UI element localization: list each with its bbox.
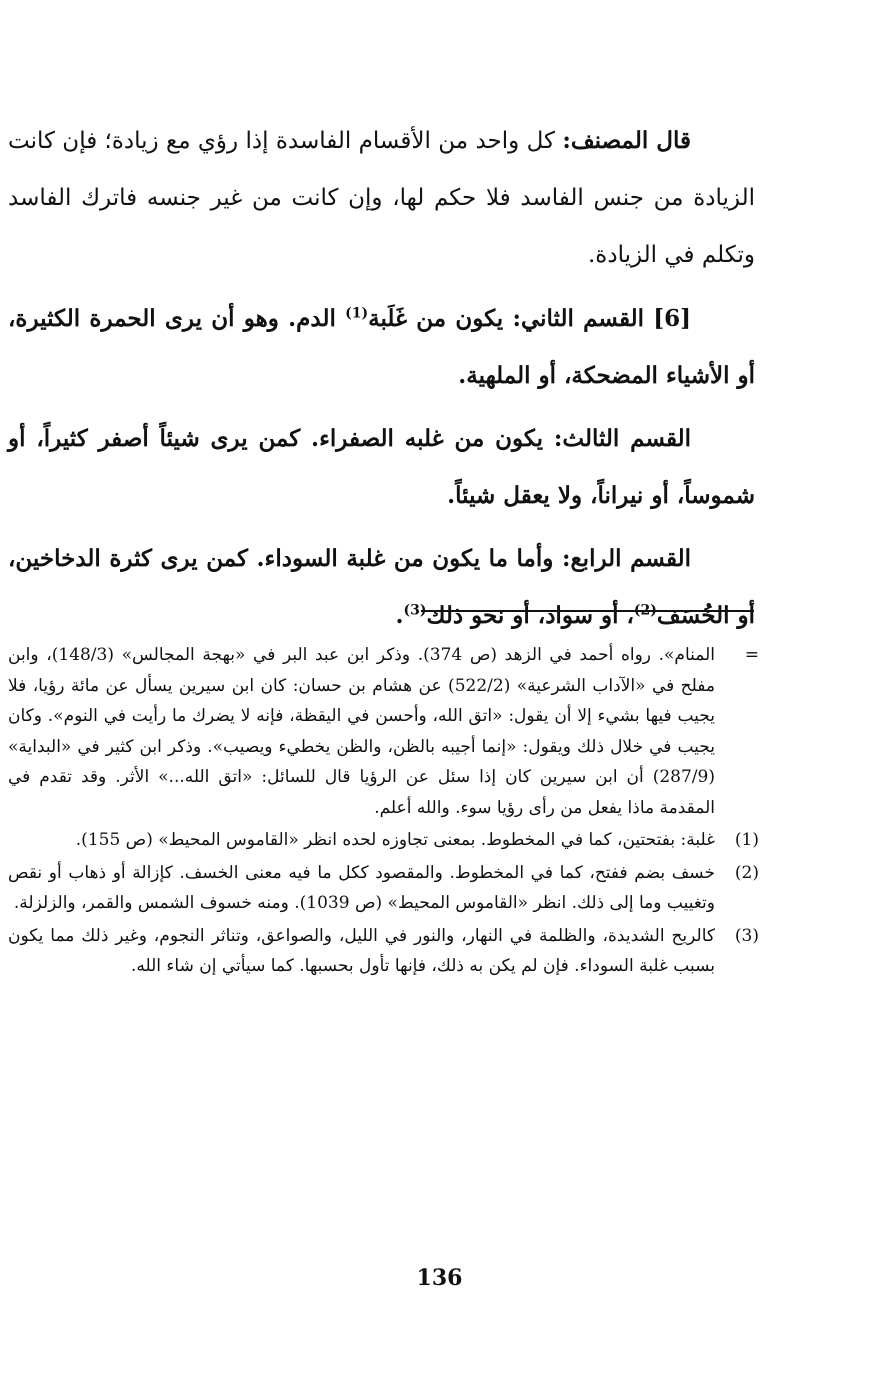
footnotes	[8, 640, 759, 984]
footnote-1	[8, 825, 759, 856]
footnote-ref-3[interactable]: (3)	[403, 602, 427, 619]
footnote-marker: (2)	[734, 862, 759, 883]
footnote-ref-2[interactable]: (2)	[633, 602, 657, 619]
paragraph-text: .	[395, 602, 404, 629]
paragraph-number: [6]	[643, 305, 692, 332]
footnote-continued	[8, 640, 759, 823]
footnote-marker: =	[744, 645, 759, 665]
paragraph-author-said	[8, 112, 755, 284]
paragraph-text: يكون من غَلَبة	[368, 305, 513, 332]
footnote-text: غلبة: بفتحتين، كما في المخطوط. بمعنى تجاوزه لحده انظر «القاموس المحيط» (ص 155).	[75, 830, 715, 850]
footnote-marker: (1)	[734, 830, 759, 850]
paragraph-text: ، أو سواد، أو نحو ذلك	[426, 602, 634, 629]
page-number: 136	[416, 1265, 463, 1291]
footnote-ref-1[interactable]: (1)	[345, 305, 369, 322]
footnote-marker: (3)	[734, 925, 759, 946]
paragraph-second-section	[8, 290, 755, 404]
footnote-divider	[421, 610, 754, 612]
paragraph-text: يكون من غلبه الصفراء. كمن يرى شيئاً أصفر كثيراً، أو شموساً، أو نيراناً، ولا يعقل شيئاً.	[8, 425, 755, 509]
footnote-text: المنام». رواه أحمد في الزهد (ص 374). وذكر ابن عبد البر في «بهجة المجالس» (148/3)، وابن مفلح في «الآداب الشرعية» (522/2) عن هشام بن حسان: كان ابن سيرين يسأل عن مائة رؤيا، فلا يجيب فيها بشيء إلا أن يقول: «اتق الله، وأحسن في اليقظة، فإنه لا يضرك ما رأيت في النوم». وكان يجيب في خلال ذلك ويقول: «إنما أجيبه بالظن، والظن يخطيء ويصيب». وذكر ابن كثير في «البداية» (287/9) أن ابن سيرين كان إذا سئل عن الرؤيا قال للسائل: «اتق الله...» الأثر. وقد تقدم في المقدمة ماذا يفعل من رأى رؤيا سوء. والله أعلم.	[8, 645, 715, 818]
paragraph-text: الدم. وهو أن يرى الحمرة الكثيرة، أو الأشياء المضحكة، أو الملهية.	[8, 305, 755, 389]
paragraph-label: القسم الثالث:	[553, 425, 691, 452]
paragraph-label: القسم الرابع:	[561, 545, 691, 572]
paragraph-label: قال المصنف:	[562, 127, 691, 154]
paragraph-fourth-section	[8, 530, 755, 644]
main-text	[8, 112, 755, 650]
paragraph-text: وأما ما يكون من غلبة السوداء. كمن يرى كثرة الدخاخين، أو الخُسَف	[8, 545, 755, 629]
footnote-text: خسف بضم ففتح، كما في المخطوط. والمقصود ككل ما فيه معنى الخسف. كإزالة أو ذهاب أو نقص وتغييب وما إلى ذلك. انظر «القاموس المحيط» (ص 1039). ومنه خسوف الشمس والقمر، والزلزلة.	[8, 862, 715, 913]
footnote-text: كالريح الشديدة، والظلمة في النهار، والنور في الليل، والصواعق، وتناثر النجوم، وغير ذلك مما يكون بسبب غلبة السوداء. فإن لم يكن به ذلك، فإنها تأول بحسبها. كما سيأتي إن شاء الله.	[8, 925, 715, 976]
paragraph-label: القسم الثاني:	[512, 305, 644, 332]
paragraph-text: كل واحد من الأقسام الفاسدة إذا رؤي مع زيادة؛ فإن كانت الزيادة من جنس الفاسد فلا حكم لها، وإن كانت من غير جنسه فاترك الفاسد وتكلم في الزيادة.	[8, 128, 755, 268]
footnote-3	[8, 921, 759, 982]
footnote-2	[8, 858, 759, 919]
paragraph-third-section	[8, 410, 755, 524]
